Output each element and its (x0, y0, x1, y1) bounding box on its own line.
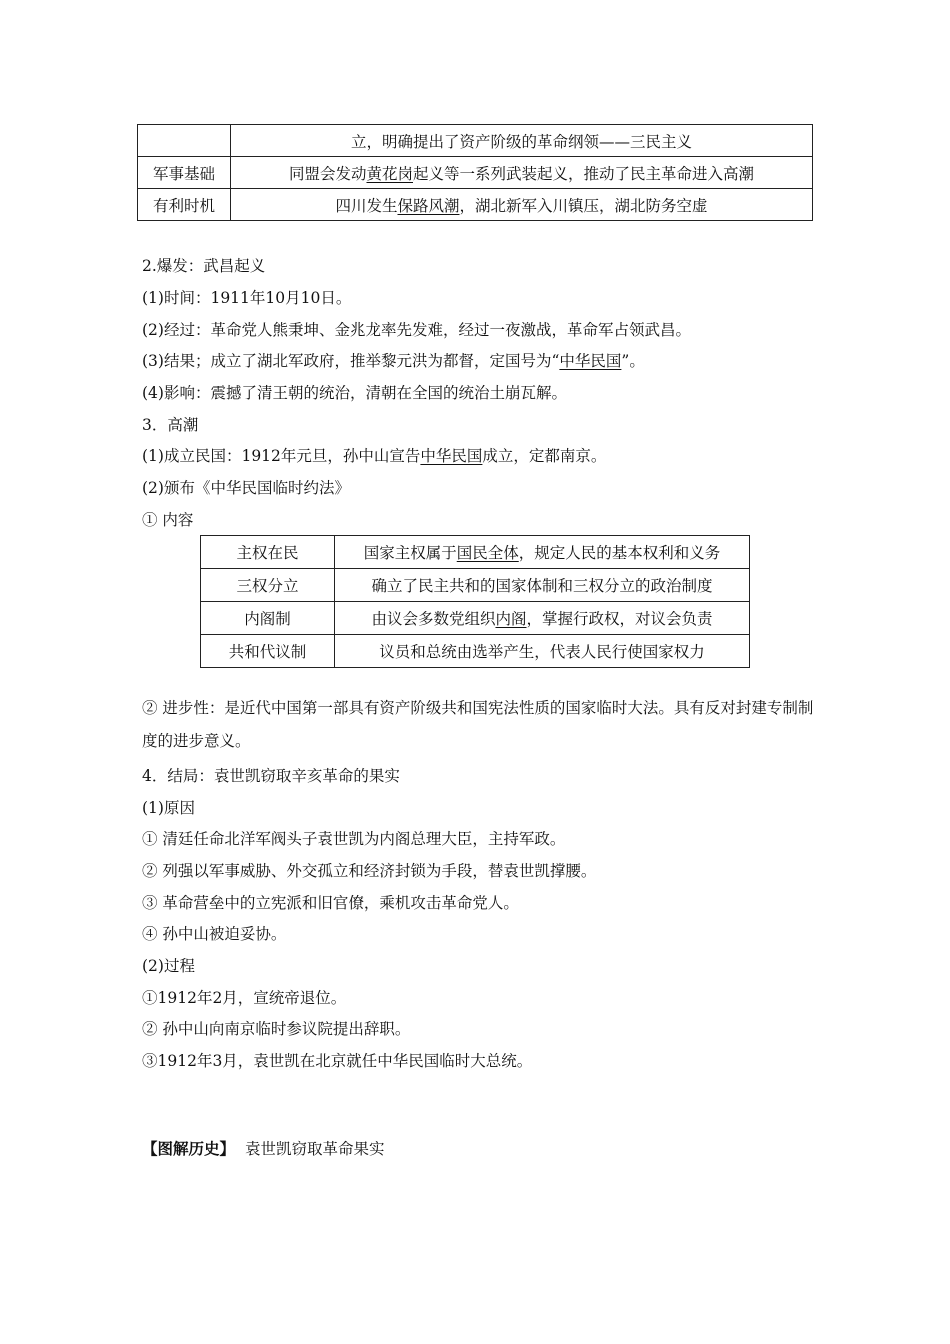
condition-table (137, 124, 813, 221)
table-cell-content: 四川发生保路风潮，湖北新军入川镇压，湖北防务空虚 (231, 189, 813, 221)
table-cell-label: 共和代议制 (201, 635, 335, 668)
table-row (138, 157, 813, 189)
table-cell-label (138, 125, 231, 157)
table-cell-label: 内阁制 (201, 602, 335, 635)
list-item: (3)结果；成立了湖北军政府，推举黎元洪为都督，定国号为“中华民国”。 (142, 352, 645, 370)
sub-heading: (1)原因 (142, 799, 195, 817)
table-row (138, 189, 813, 221)
table-row (201, 569, 750, 602)
sub-heading: (2)过程 (142, 957, 195, 975)
table-cell-content: 议员和总统由选举产生，代表人民行使国家权力 (335, 635, 750, 668)
list-item: ② 孙中山向南京临时参议院提出辞职。 (142, 1020, 411, 1038)
table-row (201, 536, 750, 569)
list-item: ③1912年3月，袁世凯在北京就任中华民国临时大总统。 (142, 1052, 533, 1070)
table-row (201, 635, 750, 668)
list-item: ③ 革命营垒中的立宪派和旧官僚，乘机攻击革命党人。 (142, 894, 519, 912)
constitution-content-table (200, 535, 750, 668)
section-heading: 4．结局：袁世凯窃取辛亥革命的果实 (142, 767, 400, 785)
table-cell-label: 军事基础 (138, 157, 231, 189)
list-item: ①1912年2月，宣统帝退位。 (142, 989, 347, 1007)
list-item: (2)颁布《中华民国临时约法》 (142, 479, 350, 497)
list-item: (1)成立民国：1912年元旦，孙中山宣告中华民国成立，定都南京。 (142, 447, 607, 465)
section-heading: 2.爆发：武昌起义 (142, 257, 266, 275)
table-cell-content: 立，明确提出了资产阶级的革命纲领——三民主义 (231, 125, 813, 157)
table-cell-content: 确立了民主共和的国家体制和三权分立的政治制度 (335, 569, 750, 602)
table-cell-content: 同盟会发动黄花岗起义等一系列武装起义，推动了民主革命进入高潮 (231, 157, 813, 189)
table-cell-label: 三权分立 (201, 569, 335, 602)
progress-paragraph: ② 进步性：是近代中国第一部具有资产阶级共和国宪法性质的国家临时大法。具有反对封建专制制度的进步意义。 (142, 699, 814, 750)
caption-tag: 【图解历史】 (142, 1139, 236, 1158)
table-cell-label: 主权在民 (201, 536, 335, 569)
table-cell-content: 国家主权属于国民全体，规定人民的基本权利和义务 (335, 536, 750, 569)
section-heading: 3．高潮 (142, 416, 199, 434)
illustration-caption (142, 1137, 385, 1159)
list-item: ④ 孙中山被迫妥协。 (142, 925, 287, 943)
table-row (138, 125, 813, 157)
table-cell-content: 由议会多数党组织内阁，掌握行政权，对议会负责 (335, 602, 750, 635)
list-item: ① 内容 (142, 511, 194, 529)
list-item: (4)影响：震撼了清王朝的统治，清朝在全国的统治土崩瓦解。 (142, 384, 567, 402)
list-item: ② 列强以军事威胁、外交孤立和经济封锁为手段，替袁世凯撑腰。 (142, 862, 597, 880)
table-cell-label: 有利时机 (138, 189, 231, 221)
table-row (201, 602, 750, 635)
list-item: ① 清廷任命北洋军阀头子袁世凯为内阁总理大臣，主持军政。 (142, 830, 566, 848)
caption-title: 袁世凯窃取革命果实 (245, 1140, 385, 1158)
list-item: (1)时间：1911年10月10日。 (142, 289, 352, 307)
list-item: (2)经过：革命党人熊秉坤、金兆龙率先发难，经过一夜激战，革命军占领武昌。 (142, 321, 691, 339)
